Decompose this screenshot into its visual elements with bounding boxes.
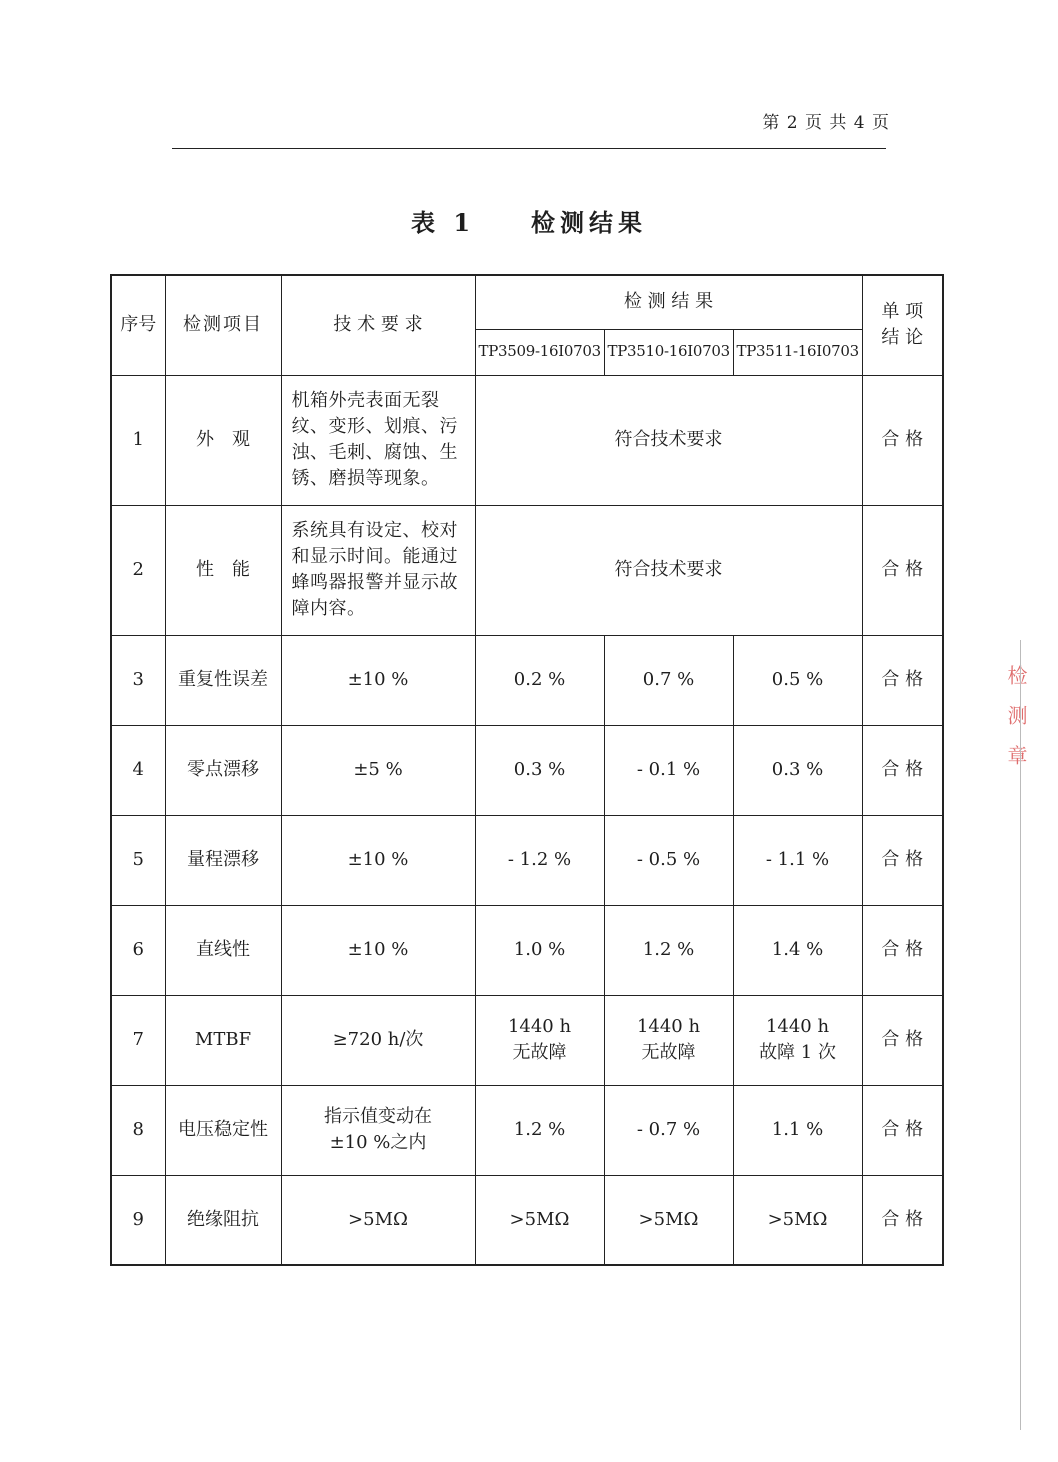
row-seq: 1	[111, 375, 165, 505]
row-requirement: 机箱外壳表面无裂纹、变形、划痕、污浊、毛刺、腐蚀、生锈、磨损等现象。	[281, 375, 475, 505]
row-result: 1.0 %	[475, 905, 604, 995]
row-result: 0.3 %	[733, 725, 862, 815]
row-result: 0.2 %	[475, 635, 604, 725]
table-title	[0, 203, 1058, 238]
row-seq: 8	[111, 1085, 165, 1175]
row-seq: 5	[111, 815, 165, 905]
row-conclusion: 合 格	[862, 375, 943, 505]
table-row	[111, 1175, 943, 1265]
table-row	[111, 505, 943, 635]
row-conclusion: 合 格	[862, 905, 943, 995]
row-item: 电压稳定性	[165, 1085, 281, 1175]
page-edge-line	[1020, 640, 1022, 1430]
results-table	[110, 274, 944, 1266]
row-item: 量程漂移	[165, 815, 281, 905]
stamp-text: 检测章	[1004, 665, 1028, 785]
row-seq: 4	[111, 725, 165, 815]
row-result: >5MΩ	[733, 1175, 862, 1265]
row-result: - 1.2 %	[475, 815, 604, 905]
row-result: 1440 h 无故障	[604, 995, 733, 1085]
row-result: - 0.1 %	[604, 725, 733, 815]
row-item: 外 观	[165, 375, 281, 505]
table-title-text: 检测结果	[531, 208, 648, 237]
header-sample: TP3511-16I0703	[733, 329, 862, 375]
row-merged-result: 符合技术要求	[475, 375, 862, 505]
page-number: 第 2 页 共 4 页	[762, 113, 890, 133]
row-item: 性 能	[165, 505, 281, 635]
row-result: >5MΩ	[604, 1175, 733, 1265]
header-sample: TP3509-16I0703	[475, 329, 604, 375]
row-requirement: 指示值变动在 ±10 %之内	[281, 1085, 475, 1175]
row-requirement: ±10 %	[281, 905, 475, 995]
row-result: >5MΩ	[475, 1175, 604, 1265]
row-conclusion: 合 格	[862, 635, 943, 725]
row-conclusion: 合 格	[862, 815, 943, 905]
row-requirement: >5MΩ	[281, 1175, 475, 1265]
row-item: 直线性	[165, 905, 281, 995]
table-row	[111, 635, 943, 725]
header-sample: TP3510-16I0703	[604, 329, 733, 375]
table-row	[111, 725, 943, 815]
header-item: 检测项目	[165, 275, 281, 375]
table-row	[111, 1085, 943, 1175]
row-result: 0.7 %	[604, 635, 733, 725]
row-result: - 0.5 %	[604, 815, 733, 905]
row-seq: 9	[111, 1175, 165, 1265]
header-seq: 序号	[111, 275, 165, 375]
table-row	[111, 815, 943, 905]
row-requirement: 系统具有设定、校对和显示时间。能通过蜂鸣器报警并显示故障内容。	[281, 505, 475, 635]
row-result: 1.2 %	[475, 1085, 604, 1175]
row-item: 零点漂移	[165, 725, 281, 815]
row-result: 1.2 %	[604, 905, 733, 995]
header-results: 检 测 结 果	[475, 275, 862, 329]
row-seq: 2	[111, 505, 165, 635]
row-conclusion: 合 格	[862, 505, 943, 635]
header-requirement: 技 术 要 求	[281, 275, 475, 375]
header-row	[111, 275, 943, 329]
row-seq: 7	[111, 995, 165, 1085]
row-item: 绝缘阻抗	[165, 1175, 281, 1265]
header-rule	[172, 148, 886, 149]
table-title-label: 表 1	[410, 208, 476, 237]
row-result: 1.1 %	[733, 1085, 862, 1175]
header-conclusion: 单 项 结 论	[862, 275, 943, 375]
row-merged-result: 符合技术要求	[475, 505, 862, 635]
row-conclusion: 合 格	[862, 1085, 943, 1175]
row-requirement: ≥720 h/次	[281, 995, 475, 1085]
row-conclusion: 合 格	[862, 1175, 943, 1265]
row-result: 0.5 %	[733, 635, 862, 725]
row-requirement: ±10 %	[281, 815, 475, 905]
table-row	[111, 995, 943, 1085]
row-result: 1.4 %	[733, 905, 862, 995]
row-conclusion: 合 格	[862, 995, 943, 1085]
row-result: - 0.7 %	[604, 1085, 733, 1175]
row-result: 0.3 %	[475, 725, 604, 815]
table-row	[111, 375, 943, 505]
row-result: 1440 h 无故障	[475, 995, 604, 1085]
row-requirement: ±10 %	[281, 635, 475, 725]
row-seq: 3	[111, 635, 165, 725]
row-result: - 1.1 %	[733, 815, 862, 905]
table-row	[111, 905, 943, 995]
row-item: 重复性误差	[165, 635, 281, 725]
row-seq: 6	[111, 905, 165, 995]
row-requirement: ±5 %	[281, 725, 475, 815]
row-item: MTBF	[165, 995, 281, 1085]
row-result: 1440 h 故障 1 次	[733, 995, 862, 1085]
row-conclusion: 合 格	[862, 725, 943, 815]
